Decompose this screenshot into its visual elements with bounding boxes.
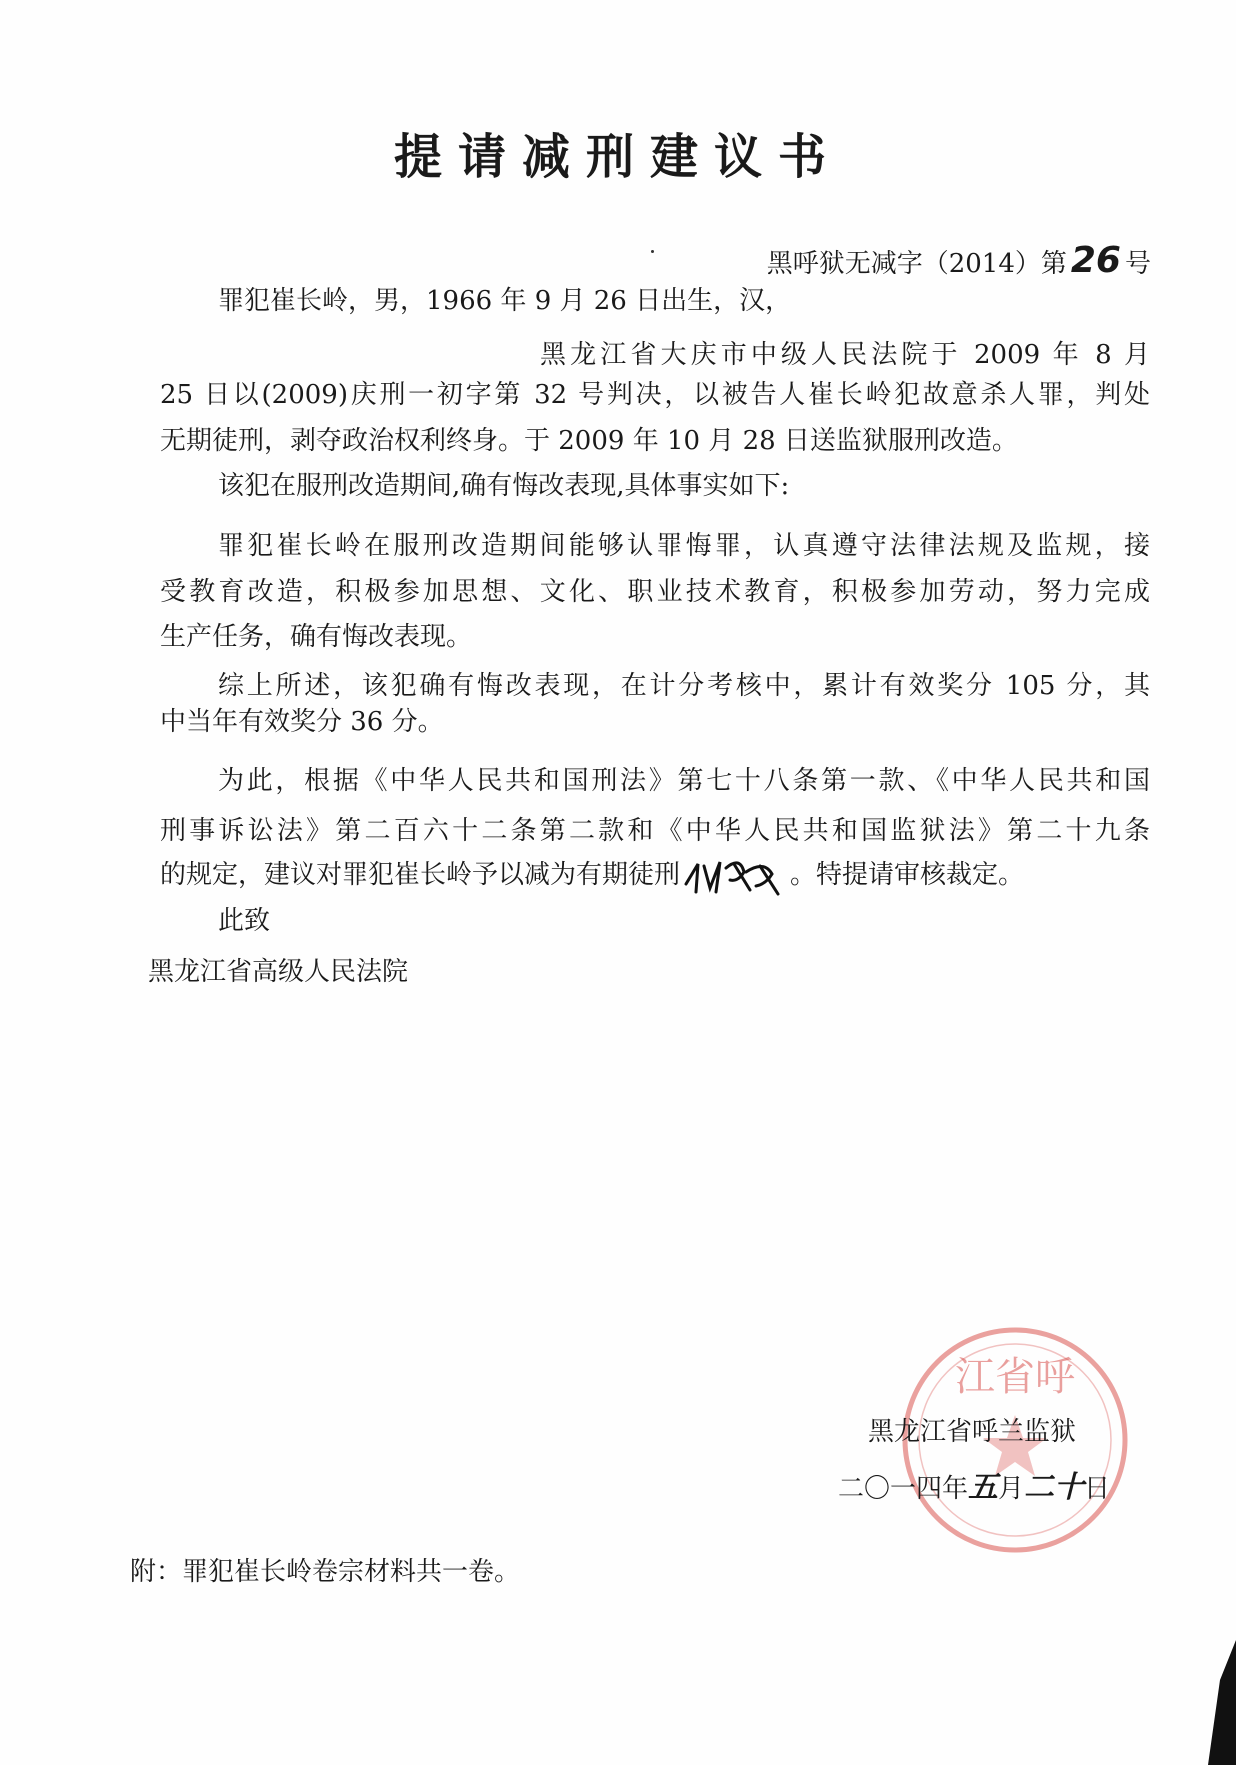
recipient: 黑龙江省高级人民法院 — [148, 957, 409, 987]
body-line-13-text: 的规定，建议对罪犯崔长岭予以减为有期徒刑 — [160, 860, 681, 890]
date-suffix: 日 — [1084, 1474, 1111, 1504]
issuing-organization: 黑龙江省呼兰监狱 — [868, 1417, 1077, 1447]
body-line-9: 综上所述，该犯确有悔改表现，在计分考核中，累计有效奖分 105 分，其 — [218, 671, 1150, 701]
body-line-11: 为此，根据《中华人民共和国刑法》第七十八条第一款、《中华人民共和国 — [218, 766, 1150, 796]
body-line-3: 25 日以(2009)庆刑一初字第 32 号判决，以被告人崔长岭犯故意杀人罪，判处 — [160, 380, 1150, 410]
body-line-7: 受教育改造，积极参加思想、文化、职业技术教育，积极参加劳动，努力完成 — [160, 577, 1150, 607]
scan-corner-shadow — [1208, 1640, 1236, 1765]
doc-number-suffix: 号 — [1124, 249, 1151, 279]
date-prefix: 二〇一四年 — [838, 1474, 969, 1504]
date-month-handwritten: 五 — [968, 1470, 999, 1505]
document-title: 提请减刑建议书 — [393, 129, 842, 185]
date-day-handwritten: 二十 — [1024, 1470, 1085, 1505]
body-line-6: 罪犯崔长岭在服刑改造期间能够认罪悔罪，认真遵守法律法规及监规，接 — [218, 531, 1150, 561]
doc-number-prefix: 黑呼狱无减字（2014）第 — [766, 249, 1067, 279]
body-line-12: 刑事诉讼法》第二百六十二条第二款和《中华人民共和国监狱法》第二十九条 — [160, 816, 1150, 846]
document-number — [767, 240, 1151, 281]
body-line-2: 黑龙江省大庆市中级人民法院于 2009 年 8 月 — [540, 340, 1150, 370]
seal-text: 江省呼 — [955, 1354, 1075, 1400]
date-mid: 月 — [998, 1474, 1025, 1504]
doc-number-handwritten: 26 — [1070, 240, 1121, 281]
body-line-5: 该犯在服刑改造期间,确有悔改表现,具体事实如下: — [218, 471, 790, 501]
body-line-8: 生产任务，确有悔改表现。 — [160, 622, 473, 652]
scan-dot — [651, 250, 654, 253]
attachment-note: 附：罪犯崔长岭卷宗材料共一卷。 — [130, 1557, 521, 1587]
issue-date — [838, 1462, 1110, 1506]
body-line-13 — [160, 854, 1024, 898]
body-line-1: 罪犯崔长岭，男，1966 年 9 月 26 日出生，汉， — [218, 286, 792, 316]
body-line-10: 中当年有效奖分 36 分。 — [160, 707, 444, 737]
salutation: 此致 — [218, 906, 271, 936]
body-line-4: 无期徒刑，剥夺政治权利终身。于 2009 年 10 月 28 日送监狱服刑改造。 — [160, 426, 1018, 456]
handwritten-term-signature — [680, 854, 790, 898]
body-line-14-text: 。特提请审核裁定。 — [790, 860, 1025, 890]
